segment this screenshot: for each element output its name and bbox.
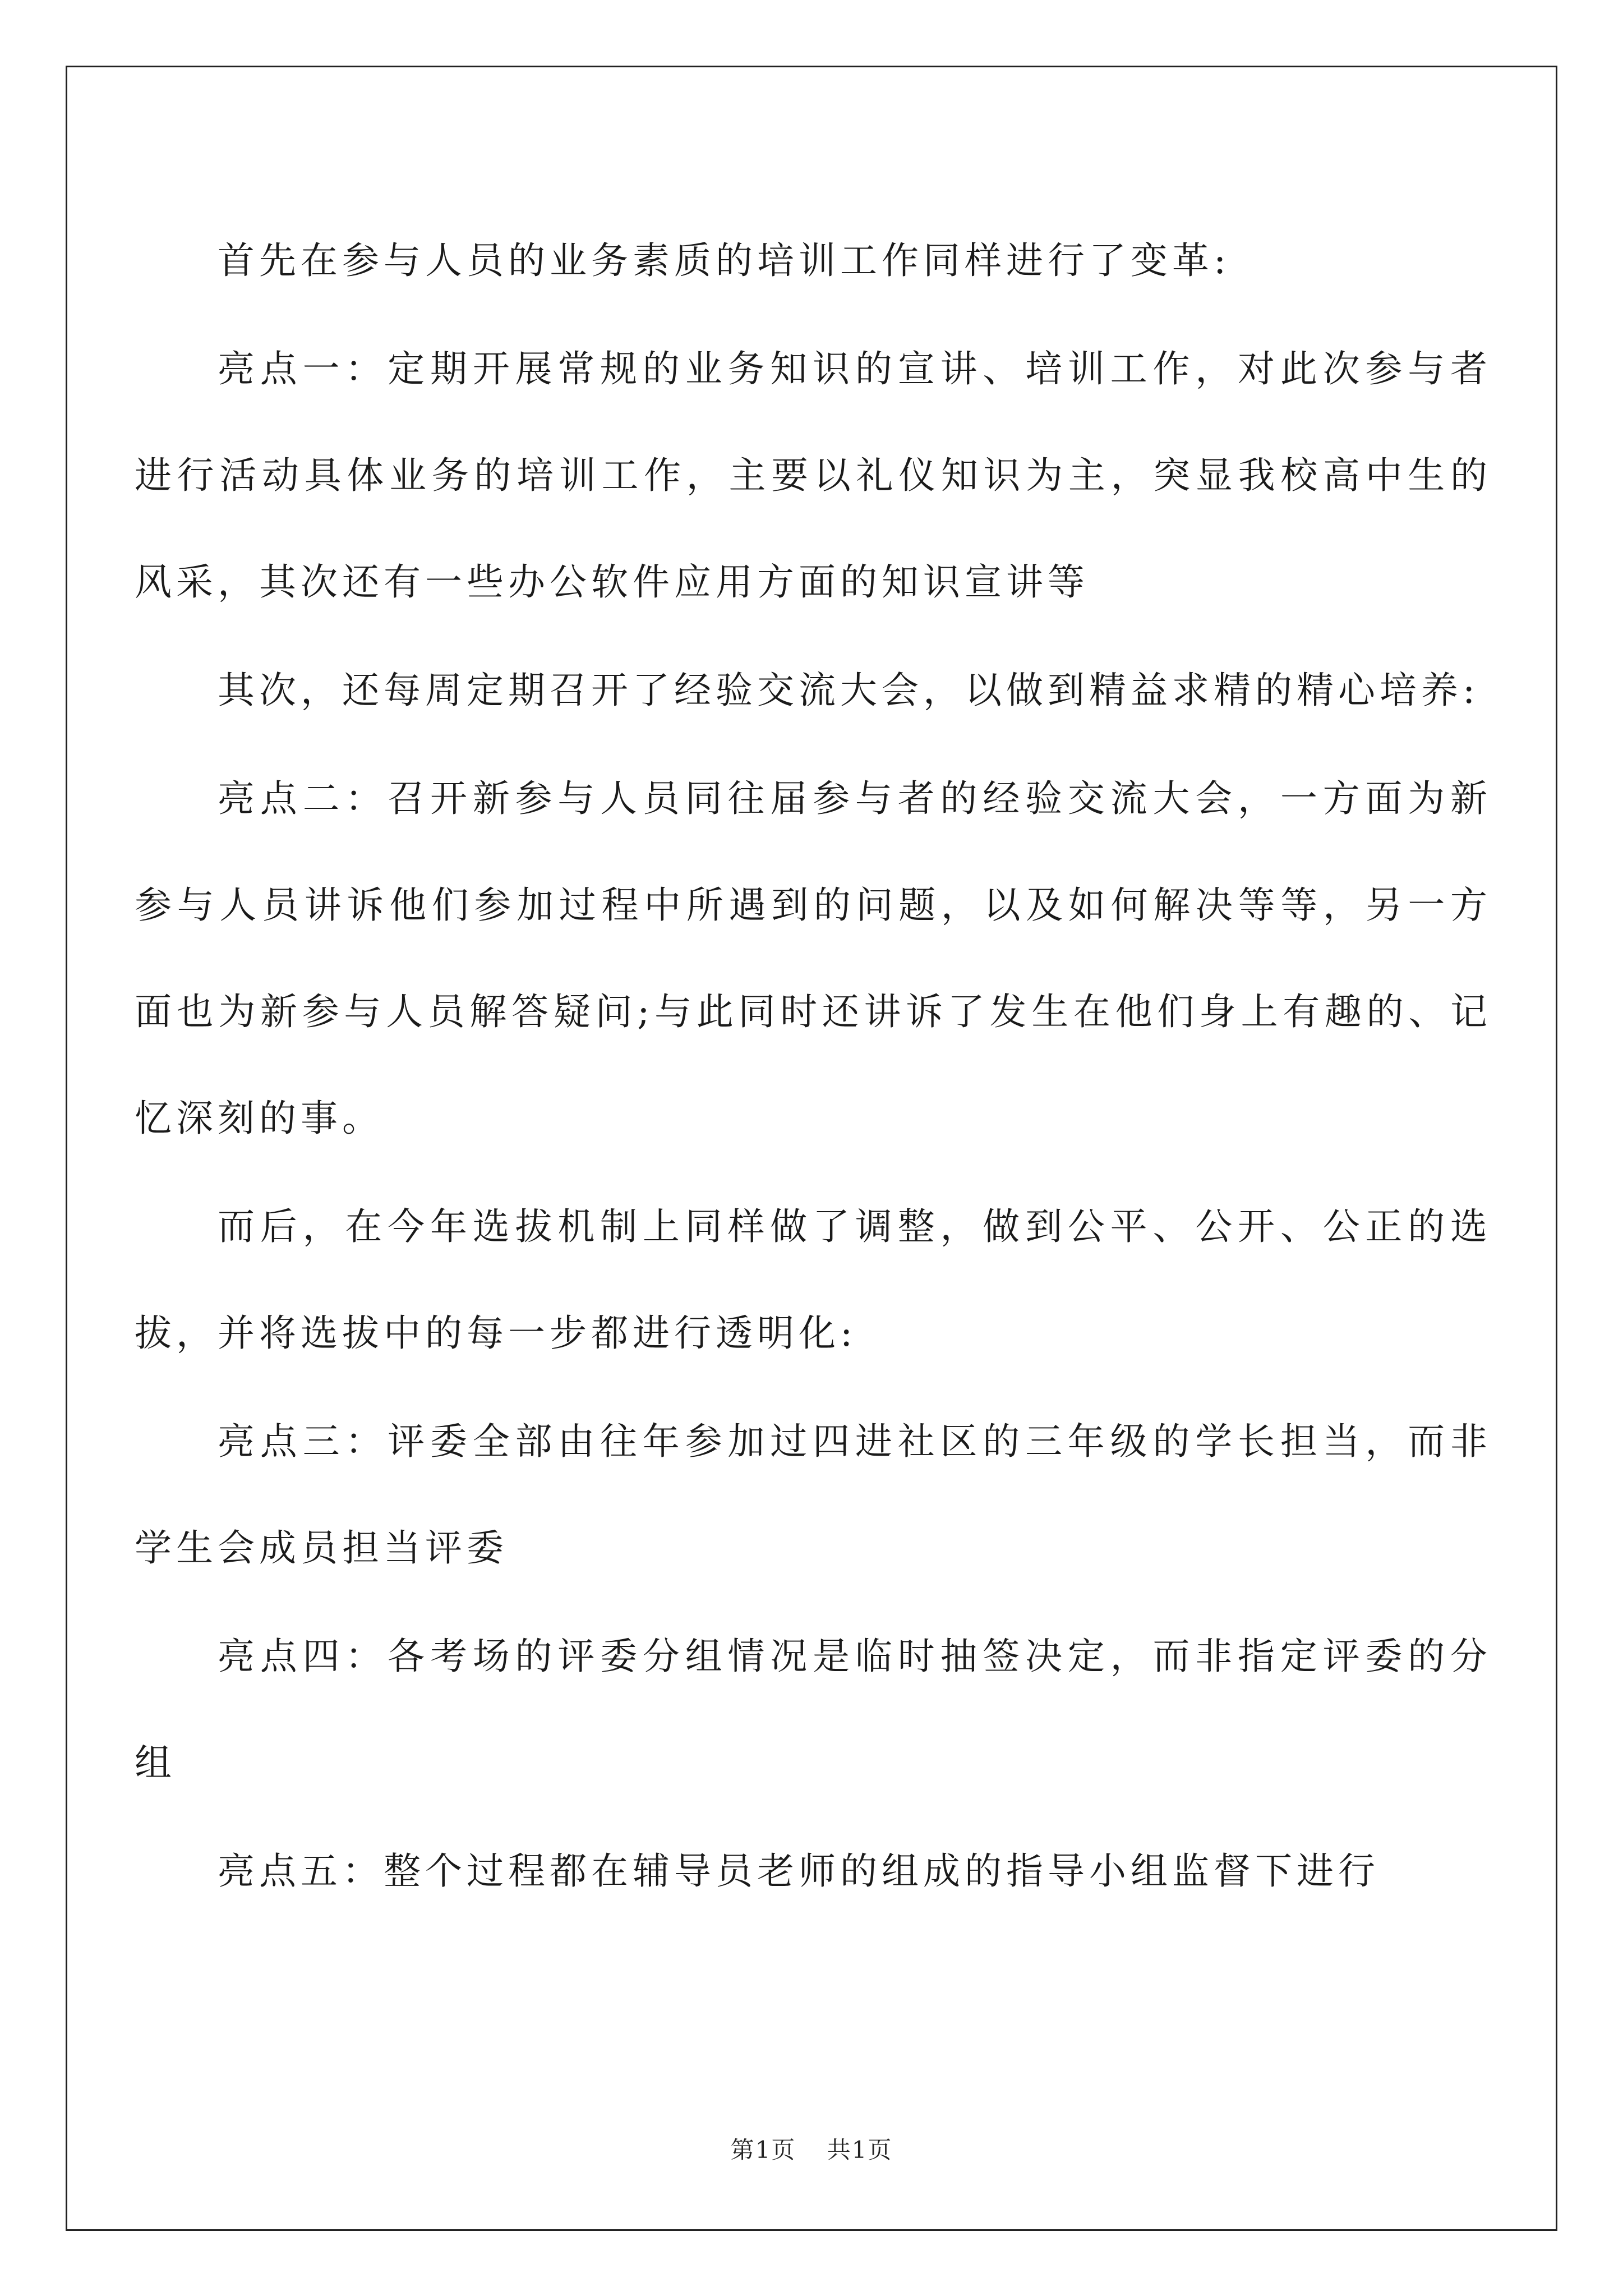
paragraph-highlight-3: 亮点三：评委全部由往年参加过四进社区的三年级的学长担当，而非学生会成员担当评委 [135, 1420, 1492, 1570]
paragraph-highlight-5: 亮点五：整个过程都在辅导员老师的组成的指导小组监督下进行 [218, 1849, 1380, 1893]
page-number-current: 第1页 [730, 2136, 796, 2164]
paragraph-exchange: 其次，还每周定期召开了经验交流大会，以做到精益求精的精心培养: [218, 669, 1480, 712]
paragraph-selection: 而后，在今年选拔机制上同样做了调整，做到公平、公开、公正的选拔，并将选拔中的每一步都进行透明化: [135, 1205, 1492, 1355]
page-number-total: 共1页 [827, 2136, 893, 2164]
paragraph-highlight-4: 亮点四：各考场的评委分组情况是临时抽签决定，而非指定评委的分组 [135, 1635, 1492, 1784]
paragraph-intro: 首先在参与人员的业务素质的培训工作同样进行了变革: [218, 239, 1231, 282]
paragraph-highlight-1: 亮点一：定期开展常规的业务知识的宣讲、培训工作，对此次参与者进行活动具体业务的培训工作，主要以礼仪知识为主，突显我校高中生的风采，其次还有一些办公软件应用方面的知识宣讲等 [135, 347, 1492, 604]
paragraph-highlight-2: 亮点二：召开新参与人员同往届参与者的经验交流大会，一方面为新参与人员讲诉他们参加过程中所遇到的问题，以及如何解决等等，另一方面也为新参与人员解答疑问;与此同时还讲诉了发生在他们身上有趣的、记忆深刻的事。 [135, 777, 1492, 1140]
page-footer [0, 2132, 1623, 2165]
document-body [135, 208, 1492, 1926]
